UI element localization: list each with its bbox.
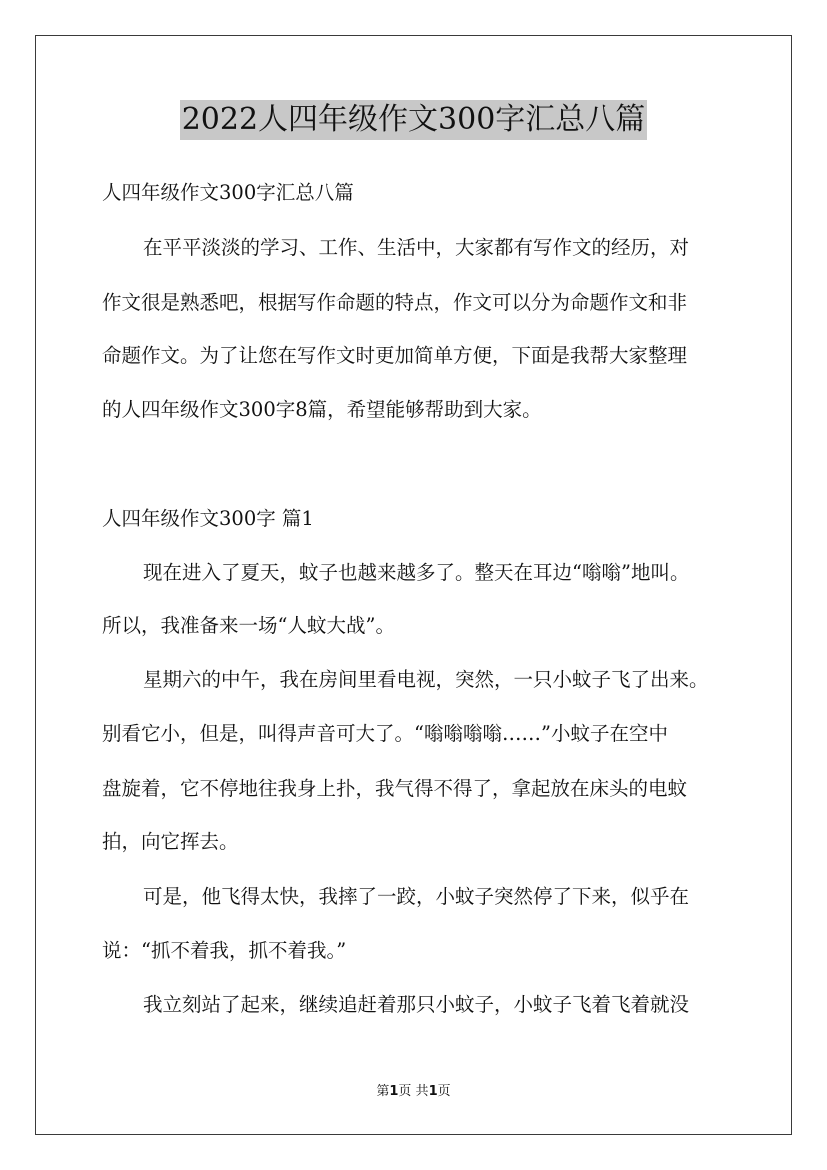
footer-page-total: 1 <box>428 1084 438 1099</box>
body-line-4: 别看它小，但是，叫得声音可大了。“嗡嗡嗡嗡……”小蚊子在空中 <box>102 722 668 745</box>
intro-line-1: 在平平淡淡的学习、工作、生活中，大家都有写作文的经历，对 <box>143 236 690 259</box>
body-line-8: 说：“抓不着我，抓不着我。” <box>102 939 347 962</box>
body-line-2: 所以，我准备来一场“人蚊大战”。 <box>102 614 395 637</box>
intro-line-2: 作文很是熟悉吧，根据写作命题的特点，作文可以分为命题作文和非 <box>102 291 688 314</box>
page-footer <box>0 1083 827 1101</box>
body-line-1: 现在进入了夏天，蚊子也越来越多了。整天在耳边“嗡嗡”地叫。 <box>143 561 690 584</box>
footer-page-number: 1 <box>389 1084 399 1099</box>
footer-page-suffix: 页 <box>437 1084 451 1099</box>
document-title: 2022人四年级作文300字汇总八篇 <box>180 100 648 140</box>
intro-line-4: 的人四年级作文300字8篇，希望能够帮助到大家。 <box>102 398 542 421</box>
footer-page-prefix: 第 <box>376 1084 390 1099</box>
intro-line-3: 命题作文。为了让您在写作文时更加简单方便，下面是我帮大家整理 <box>102 344 688 367</box>
body-line-6: 拍，向它挥去。 <box>102 830 239 853</box>
document-subtitle: 人四年级作文300字汇总八篇 <box>102 181 354 204</box>
footer-page-mid: 页 共 <box>398 1084 429 1099</box>
body-line-5: 盘旋着，它不停地往我身上扑，我气得不得了，拿起放在床头的电蚊 <box>102 777 688 800</box>
body-line-7: 可是，他飞得太快，我摔了一跤，小蚊子突然停了下来，似乎在 <box>143 885 690 908</box>
body-line-9: 我立刻站了起来，继续追赶着那只小蚊子，小蚊子飞着飞着就没 <box>143 993 690 1016</box>
section-heading: 人四年级作文300字 篇1 <box>102 507 314 530</box>
title-container <box>0 100 827 140</box>
body-line-3: 星期六的中午，我在房间里看电视，突然，一只小蚊子飞了出来。 <box>143 668 709 691</box>
